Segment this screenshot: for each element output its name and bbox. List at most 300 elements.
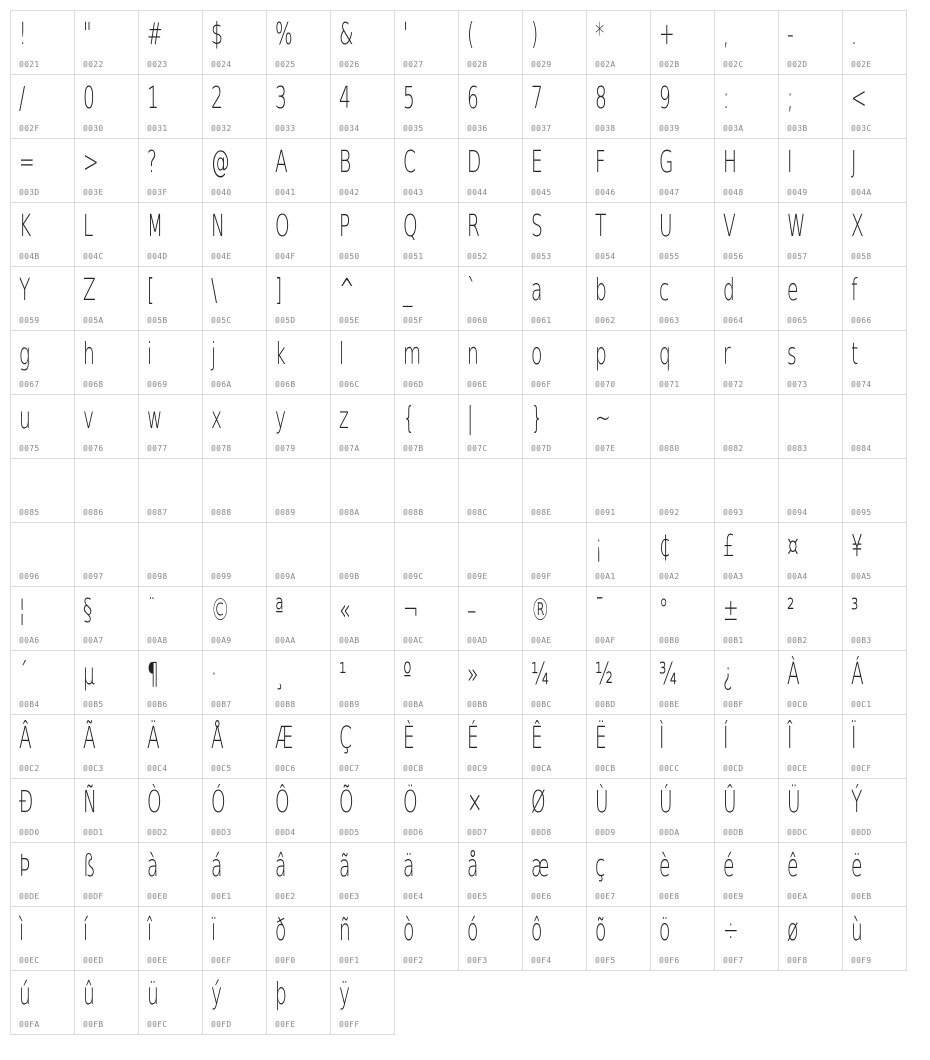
glyph-cell bbox=[586, 650, 651, 715]
glyph-char: ¹ bbox=[339, 657, 347, 692]
glyph-cell bbox=[330, 842, 395, 907]
glyph-code: 00C6 bbox=[275, 764, 296, 773]
glyph-char: L bbox=[83, 209, 94, 244]
glyph-char: ý bbox=[211, 977, 223, 1012]
glyph-code: 00F5 bbox=[595, 956, 616, 965]
glyph-char: Þ bbox=[19, 849, 31, 884]
glyph-code: 0095 bbox=[851, 508, 872, 517]
glyph-char: å bbox=[467, 849, 479, 884]
glyph-code: 00F2 bbox=[403, 956, 424, 965]
glyph-code: 005D bbox=[275, 316, 296, 325]
glyph-code: 00D1 bbox=[83, 828, 104, 837]
glyph-code: 0099 bbox=[211, 572, 232, 581]
glyph-cell bbox=[842, 778, 907, 843]
glyph-char: ¼ bbox=[531, 657, 550, 692]
glyph-cell bbox=[778, 586, 843, 651]
glyph-code: 009A bbox=[275, 572, 296, 581]
glyph-char: » bbox=[467, 657, 479, 692]
glyph-char: © bbox=[211, 593, 230, 628]
glyph-code: 0096 bbox=[19, 572, 40, 581]
glyph-char: o bbox=[531, 337, 543, 372]
glyph-code: 00E2 bbox=[275, 892, 296, 901]
glyph-cell bbox=[842, 394, 907, 459]
glyph-char: ´ bbox=[19, 657, 28, 692]
glyph-cell bbox=[778, 650, 843, 715]
glyph-cell bbox=[74, 394, 139, 459]
glyph-cell bbox=[266, 458, 331, 523]
glyph-cell bbox=[394, 330, 459, 395]
glyph-code: 0026 bbox=[339, 60, 360, 69]
glyph-code: 0082 bbox=[723, 444, 744, 453]
glyph-cell bbox=[266, 330, 331, 395]
glyph-code: 00BD bbox=[595, 700, 616, 709]
glyph-char: p bbox=[595, 337, 607, 372]
glyph-cell bbox=[10, 266, 75, 331]
glyph-cell bbox=[586, 906, 651, 971]
glyph-code: 00DC bbox=[787, 828, 808, 837]
glyph-char: ° bbox=[659, 593, 669, 628]
glyph-code: 008C bbox=[467, 508, 488, 517]
glyph-char: C bbox=[403, 145, 416, 180]
glyph-cell bbox=[394, 650, 459, 715]
glyph-cell bbox=[650, 10, 715, 75]
glyph-code: 00BF bbox=[723, 700, 744, 709]
glyph-cell bbox=[522, 394, 587, 459]
glyph-cell bbox=[138, 970, 203, 1035]
glyph-code: 0039 bbox=[659, 124, 680, 133]
glyph-code: 005C bbox=[211, 316, 232, 325]
glyph-char: s bbox=[787, 337, 797, 372]
glyph-char: ò bbox=[403, 913, 415, 948]
glyph-code: 00D2 bbox=[147, 828, 168, 837]
glyph-code: 0088 bbox=[211, 508, 232, 517]
glyph-cell bbox=[650, 266, 715, 331]
glyph-code: 0048 bbox=[723, 188, 744, 197]
glyph-char: Ï bbox=[851, 721, 857, 756]
glyph-cell bbox=[714, 138, 779, 203]
glyph-cell bbox=[74, 522, 139, 587]
glyph-cell bbox=[842, 266, 907, 331]
glyph-code: 008B bbox=[403, 508, 424, 517]
glyph-cell bbox=[714, 522, 779, 587]
glyph-char: [ bbox=[147, 273, 155, 308]
glyph-cell bbox=[74, 330, 139, 395]
glyph-code: 004B bbox=[19, 252, 40, 261]
glyph-code: 002B bbox=[659, 60, 680, 69]
glyph-code: 00D6 bbox=[403, 828, 424, 837]
glyph-cell bbox=[330, 650, 395, 715]
glyph-cell bbox=[522, 906, 587, 971]
glyph-code: 0036 bbox=[467, 124, 488, 133]
glyph-char: & bbox=[339, 17, 354, 52]
glyph-code: 00CB bbox=[595, 764, 616, 773]
glyph-char: 2 bbox=[211, 81, 223, 116]
glyph-cell bbox=[842, 202, 907, 267]
glyph-cell bbox=[74, 458, 139, 523]
glyph-char: : bbox=[723, 81, 730, 116]
glyph-code: 004F bbox=[275, 252, 296, 261]
glyph-cell bbox=[138, 138, 203, 203]
glyph-cell bbox=[330, 714, 395, 779]
glyph-code: 00E5 bbox=[467, 892, 488, 901]
glyph-cell bbox=[522, 842, 587, 907]
glyph-char: w bbox=[147, 401, 163, 436]
glyph-code: 00A7 bbox=[83, 636, 104, 645]
glyph-cell bbox=[522, 586, 587, 651]
glyph-cell bbox=[586, 74, 651, 139]
glyph-char: J bbox=[851, 145, 857, 180]
glyph-code: 0029 bbox=[531, 60, 552, 69]
glyph-code: 00AD bbox=[467, 636, 488, 645]
glyph-code: 007C bbox=[467, 444, 488, 453]
glyph-char: ; bbox=[787, 81, 794, 116]
glyph-cell bbox=[202, 650, 267, 715]
glyph-cell bbox=[10, 138, 75, 203]
glyph-code: 0087 bbox=[147, 508, 168, 517]
glyph-cell bbox=[458, 330, 523, 395]
glyph-cell bbox=[10, 906, 75, 971]
glyph-char: ? bbox=[147, 145, 157, 180]
glyph-code: 00B8 bbox=[275, 700, 296, 709]
glyph-char: . bbox=[851, 17, 857, 52]
glyph-cell bbox=[586, 330, 651, 395]
glyph-code: 00B7 bbox=[211, 700, 232, 709]
glyph-char: X bbox=[851, 209, 864, 244]
glyph-code: 0078 bbox=[211, 444, 232, 453]
glyph-code: 0059 bbox=[19, 316, 40, 325]
glyph-cell bbox=[330, 138, 395, 203]
glyph-char: ù bbox=[851, 913, 863, 948]
glyph-char: æ bbox=[531, 849, 550, 884]
glyph-char: , bbox=[723, 17, 729, 52]
glyph-char: Ä bbox=[147, 721, 160, 756]
glyph-cell bbox=[714, 586, 779, 651]
glyph-char: Ù bbox=[595, 785, 609, 820]
glyph-char: Ð bbox=[19, 785, 34, 820]
glyph-cell bbox=[266, 586, 331, 651]
glyph-char: 6 bbox=[467, 81, 479, 116]
glyph-char: U bbox=[659, 209, 673, 244]
glyph-cell bbox=[138, 650, 203, 715]
glyph-code: 0027 bbox=[403, 60, 424, 69]
glyph-cell bbox=[10, 330, 75, 395]
glyph-code: 00BB bbox=[467, 700, 488, 709]
glyph-char: Ó bbox=[211, 785, 226, 820]
glyph-cell bbox=[266, 74, 331, 139]
glyph-char: a bbox=[531, 273, 543, 308]
glyph-code: 0053 bbox=[531, 252, 552, 261]
glyph-char: i bbox=[147, 337, 153, 372]
glyph-code: 0070 bbox=[595, 380, 616, 389]
glyph-char: é bbox=[723, 849, 735, 884]
glyph-char: Î bbox=[787, 721, 793, 756]
glyph-cell bbox=[458, 906, 523, 971]
glyph-code: 00FC bbox=[147, 1020, 168, 1029]
glyph-code: 006F bbox=[531, 380, 552, 389]
glyph-code: 00EE bbox=[147, 956, 168, 965]
glyph-cell bbox=[458, 522, 523, 587]
glyph-char: ] bbox=[275, 273, 283, 308]
glyph-char: M bbox=[147, 209, 164, 244]
glyph-code: 00A8 bbox=[147, 636, 168, 645]
glyph-cell bbox=[330, 970, 395, 1035]
glyph-code: 0074 bbox=[851, 380, 872, 389]
glyph-char: @ bbox=[211, 145, 230, 180]
glyph-cell bbox=[138, 330, 203, 395]
glyph-char: í bbox=[83, 913, 89, 948]
glyph-code: 00D0 bbox=[19, 828, 40, 837]
glyph-code: 00AE bbox=[531, 636, 552, 645]
glyph-cell bbox=[10, 586, 75, 651]
glyph-char: V bbox=[723, 209, 736, 244]
glyph-cell bbox=[138, 394, 203, 459]
glyph-char: % bbox=[275, 17, 293, 52]
glyph-cell bbox=[74, 138, 139, 203]
glyph-cell bbox=[650, 778, 715, 843]
glyph-cell bbox=[714, 650, 779, 715]
glyph-code: 00A4 bbox=[787, 572, 808, 581]
glyph-cell bbox=[650, 202, 715, 267]
glyph-code: 00BE bbox=[659, 700, 680, 709]
glyph-cell bbox=[842, 458, 907, 523]
glyph-code: 00F8 bbox=[787, 956, 808, 965]
glyph-char: r bbox=[723, 337, 731, 372]
glyph-cell bbox=[458, 458, 523, 523]
glyph-char: } bbox=[531, 401, 543, 436]
glyph-code: 00CE bbox=[787, 764, 808, 773]
glyph-cell bbox=[714, 266, 779, 331]
glyph-code: 005B bbox=[147, 316, 168, 325]
glyph-code: 0079 bbox=[275, 444, 296, 453]
glyph-code: 00EA bbox=[787, 892, 808, 901]
glyph-cell bbox=[842, 650, 907, 715]
glyph-char: Q bbox=[403, 209, 418, 244]
glyph-cell bbox=[10, 970, 75, 1035]
glyph-code: 0052 bbox=[467, 252, 488, 261]
glyph-cell bbox=[650, 394, 715, 459]
glyph-char: Â bbox=[19, 721, 32, 756]
glyph-char: ) bbox=[531, 17, 539, 52]
glyph-char: Ç bbox=[339, 721, 352, 756]
glyph-code: 00FF bbox=[339, 1020, 360, 1029]
glyph-char: ¤ bbox=[787, 529, 799, 564]
glyph-char: Ì bbox=[659, 721, 665, 756]
glyph-code: 00A2 bbox=[659, 572, 680, 581]
glyph-cell bbox=[778, 10, 843, 75]
glyph-cell bbox=[202, 842, 267, 907]
glyph-char: ¨ bbox=[147, 593, 157, 628]
glyph-char: y bbox=[275, 401, 287, 436]
glyph-code: 002D bbox=[787, 60, 808, 69]
glyph-char: ± bbox=[723, 593, 739, 628]
glyph-char: § bbox=[83, 593, 93, 628]
glyph-code: 0067 bbox=[19, 380, 40, 389]
glyph-cell bbox=[586, 10, 651, 75]
glyph-cell bbox=[842, 714, 907, 779]
glyph-cell bbox=[330, 522, 395, 587]
glyph-cell bbox=[202, 10, 267, 75]
glyph-cell bbox=[74, 970, 139, 1035]
glyph-char: z bbox=[339, 401, 349, 436]
glyph-code: 00B4 bbox=[19, 700, 40, 709]
glyph-cell bbox=[330, 586, 395, 651]
glyph-code: 0058 bbox=[851, 252, 872, 261]
glyph-code: 00D9 bbox=[595, 828, 616, 837]
glyph-char: ª bbox=[275, 593, 284, 628]
glyph-code: 0054 bbox=[595, 252, 616, 261]
glyph-cell bbox=[650, 714, 715, 779]
glyph-code: 00D7 bbox=[467, 828, 488, 837]
glyph-code: 00F9 bbox=[851, 956, 872, 965]
glyph-char: ² bbox=[787, 593, 795, 628]
glyph-char: F bbox=[595, 145, 606, 180]
glyph-cell bbox=[394, 458, 459, 523]
glyph-cell bbox=[394, 74, 459, 139]
glyph-char: # bbox=[147, 17, 163, 52]
glyph-char: d bbox=[723, 273, 735, 308]
glyph-cell bbox=[394, 778, 459, 843]
glyph-char: c bbox=[659, 273, 670, 308]
glyph-char: 0 bbox=[83, 81, 95, 116]
glyph-cell bbox=[522, 714, 587, 779]
glyph-code: 00FD bbox=[211, 1020, 232, 1029]
glyph-code: 00FA bbox=[19, 1020, 40, 1029]
glyph-cell bbox=[10, 10, 75, 75]
glyph-char: 7 bbox=[531, 81, 543, 116]
glyph-cell bbox=[458, 778, 523, 843]
glyph-char: q bbox=[659, 337, 671, 372]
glyph-code: 0080 bbox=[659, 444, 680, 453]
glyph-cell bbox=[394, 266, 459, 331]
glyph-code: 0051 bbox=[403, 252, 424, 261]
glyph-char: ¥ bbox=[851, 529, 863, 564]
glyph-code: 0063 bbox=[659, 316, 680, 325]
glyph-cell bbox=[138, 714, 203, 779]
glyph-cell bbox=[714, 778, 779, 843]
glyph-cell bbox=[458, 202, 523, 267]
glyph-char: Í bbox=[723, 721, 729, 756]
glyph-code: 00C5 bbox=[211, 764, 232, 773]
glyph-cell bbox=[74, 906, 139, 971]
glyph-code: 00AF bbox=[595, 636, 616, 645]
glyph-cell bbox=[138, 74, 203, 139]
glyph-cell bbox=[650, 458, 715, 523]
glyph-cell bbox=[202, 266, 267, 331]
glyph-cell bbox=[202, 202, 267, 267]
glyph-char: Ú bbox=[659, 785, 673, 820]
glyph-cell bbox=[202, 778, 267, 843]
glyph-code: 00C8 bbox=[403, 764, 424, 773]
glyph-char: f bbox=[851, 273, 858, 308]
glyph-code: 00DA bbox=[659, 828, 680, 837]
glyph-code: 00F7 bbox=[723, 956, 744, 965]
glyph-char: Z bbox=[83, 273, 96, 308]
glyph-code: 0044 bbox=[467, 188, 488, 197]
glyph-code: 0049 bbox=[787, 188, 808, 197]
glyph-code: 002A bbox=[595, 60, 616, 69]
glyph-cell bbox=[202, 74, 267, 139]
glyph-code: 0084 bbox=[851, 444, 872, 453]
glyph-code: 00AC bbox=[403, 636, 424, 645]
glyph-code: 0091 bbox=[595, 508, 616, 517]
glyph-code: 005A bbox=[83, 316, 104, 325]
glyph-char: ¦ bbox=[19, 593, 26, 628]
glyph-cell bbox=[10, 458, 75, 523]
glyph-char: K bbox=[19, 209, 32, 244]
glyph-code: 00A1 bbox=[595, 572, 616, 581]
glyph-cell bbox=[778, 138, 843, 203]
glyph-char: ô bbox=[531, 913, 543, 948]
glyph-code: 005F bbox=[403, 316, 424, 325]
glyph-char: Ü bbox=[787, 785, 801, 820]
glyph-char: ® bbox=[531, 593, 550, 628]
glyph-char: Ñ bbox=[83, 785, 97, 820]
glyph-char: ë bbox=[851, 849, 863, 884]
glyph-char: ¯ bbox=[595, 593, 605, 628]
glyph-cell bbox=[522, 522, 587, 587]
glyph-cell bbox=[394, 394, 459, 459]
glyph-cell bbox=[74, 650, 139, 715]
glyph-char: 4 bbox=[339, 81, 351, 116]
glyph-char: ^ bbox=[339, 273, 355, 308]
glyph-char: t bbox=[851, 337, 859, 372]
glyph-cell bbox=[202, 586, 267, 651]
glyph-cell bbox=[778, 522, 843, 587]
glyph-code: 00EC bbox=[19, 956, 40, 965]
glyph-cell bbox=[138, 778, 203, 843]
glyph-cell bbox=[714, 458, 779, 523]
glyph-code: 00E3 bbox=[339, 892, 360, 901]
glyph-code: 0066 bbox=[851, 316, 872, 325]
glyph-cell bbox=[778, 714, 843, 779]
glyph-char: Y bbox=[19, 273, 31, 308]
glyph-code: 002E bbox=[851, 60, 872, 69]
glyph-char: û bbox=[83, 977, 95, 1012]
glyph-code: 0050 bbox=[339, 252, 360, 261]
glyph-code: 006A bbox=[211, 380, 232, 389]
glyph-char: ì bbox=[19, 913, 25, 948]
glyph-char: 1 bbox=[147, 81, 159, 116]
glyph-code: 009C bbox=[403, 572, 424, 581]
glyph-char: _ bbox=[403, 273, 413, 308]
glyph-char: I bbox=[787, 145, 793, 180]
glyph-cell bbox=[394, 714, 459, 779]
glyph-char: ¢ bbox=[659, 529, 671, 564]
glyph-char: O bbox=[275, 209, 290, 244]
glyph-char: ¸ bbox=[275, 657, 285, 692]
glyph-char: ó bbox=[467, 913, 479, 948]
glyph-cell bbox=[778, 74, 843, 139]
glyph-code: 0037 bbox=[531, 124, 552, 133]
glyph-cell bbox=[714, 842, 779, 907]
glyph-code: 00E4 bbox=[403, 892, 424, 901]
glyph-cell bbox=[202, 906, 267, 971]
glyph-cell bbox=[458, 842, 523, 907]
glyph-cell bbox=[458, 10, 523, 75]
glyph-code: 00B3 bbox=[851, 636, 872, 645]
glyph-cell bbox=[394, 842, 459, 907]
glyph-code: 00AB bbox=[339, 636, 360, 645]
glyph-cell bbox=[202, 522, 267, 587]
glyph-code: 00BA bbox=[403, 700, 424, 709]
glyph-code: 009F bbox=[531, 572, 552, 581]
glyph-cell bbox=[586, 842, 651, 907]
glyph-cell bbox=[650, 906, 715, 971]
glyph-code: 0025 bbox=[275, 60, 296, 69]
glyph-code: 0057 bbox=[787, 252, 808, 261]
glyph-char: ½ bbox=[595, 657, 614, 692]
glyph-cell bbox=[586, 138, 651, 203]
